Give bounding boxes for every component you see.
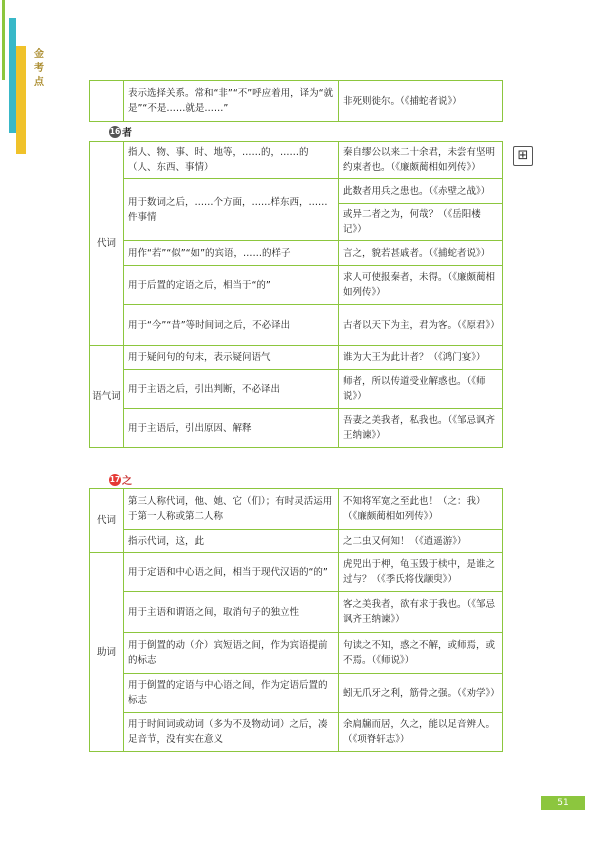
example-cell: 余扃牖而居，久之，能以足音辨人。（《项脊轩志》）	[339, 713, 503, 752]
example-cell: 吾妻之美我者，私我也。（《邹忌讽齐王纳谏》）	[339, 409, 503, 448]
side-title-char: 金	[34, 49, 44, 60]
example-cell: 此数者用兵之患也。（《赤壁之战》）	[339, 179, 503, 204]
example-cell: 不知将军宽之至此也！（之：我）（《廉颇蔺相如列传》）	[339, 489, 503, 530]
section-char: 之	[122, 476, 132, 487]
usage-cell: 用于定语和中心语之间，相当于现代汉语的“的”	[124, 553, 339, 592]
usage-cell: 指人、物、事、时、地等，……的，……的（人、东西、事情）	[124, 142, 339, 179]
usage-cell: 用于后置的定语之后，相当于“的”	[124, 266, 339, 305]
usage-cell: 用于主语后，引出原因、解释	[124, 409, 339, 448]
usage-cell: 第三人称代词，他、她、它（们）；有时灵活运用于第一人称或第二人称	[124, 489, 339, 530]
example-cell: 非死则徙尔。（《捕蛇者说》）	[339, 81, 503, 122]
side-title	[34, 48, 44, 90]
example-cell: 言之，貌若甚戚者。（《捕蛇者说》）	[339, 241, 503, 266]
example-cell: 秦自缪公以来二十余君，未尝有坚明约束者也。（《廉颇蔺相如列传》）	[339, 142, 503, 179]
side-title-char: 考	[34, 63, 44, 74]
usage-cell: 用于倒置的动（介）宾短语之间，作为宾语提前的标志	[124, 633, 339, 674]
section-number-badge: 17	[109, 474, 121, 484]
table-row	[90, 179, 503, 204]
table-row	[90, 592, 503, 633]
section-heading-17	[109, 472, 132, 487]
example-cell: 谁为大王为此计者？（《鸿门宴》）	[339, 346, 503, 370]
table-row	[90, 409, 503, 448]
example-cell: 求人可使报秦者，未得。（《廉颇蔺相如列传》）	[339, 266, 503, 305]
table-zhe	[89, 141, 503, 448]
example-cell: 蚓无爪牙之利，筋骨之强。（《劝学》）	[339, 674, 503, 713]
usage-cell: 用于“今”“昔”等时间词之后，不必译出	[124, 305, 339, 346]
table-row	[90, 142, 503, 179]
table-top-continuation	[89, 80, 503, 122]
table-row	[90, 266, 503, 305]
usage-cell: 用于时间词或动词（多为不及物动词）之后，凑足音节，没有实在意义	[124, 713, 339, 752]
example-cell: 之二虫又何知！（《逍遥游》）	[339, 530, 503, 553]
example-cell: 虎兕出于柙，龟玉毁于椟中，是谁之过与？（《季氏将伐颛臾》）	[339, 553, 503, 592]
example-cell: 客之美我者，欲有求于我也。（《邹忌讽齐王纳谏》）	[339, 592, 503, 633]
usage-cell: 用于主语之后，引出判断，不必译出	[124, 370, 339, 409]
example-cell: 古者以天下为主，君为客。（《原君》）	[339, 305, 503, 346]
table-zhi	[89, 488, 503, 752]
usage-cell: 用于主语和谓语之间，取消句子的独立性	[124, 592, 339, 633]
table-row	[90, 713, 503, 752]
table-row	[90, 553, 503, 592]
scan-icon[interactable]: ⊞	[513, 146, 533, 166]
category-auxiliary: 助词	[90, 553, 124, 752]
usage-cell: 用作“若”“似”“如”的宾语，……的样子	[124, 241, 339, 266]
table-row	[90, 633, 503, 674]
example-cell: 句读之不知，惑之不解，或师焉，或不焉。（《师说》）	[339, 633, 503, 674]
usage-cell: 用于疑问句的句末，表示疑问语气	[124, 346, 339, 370]
section-char: 者	[122, 128, 132, 139]
usage-cell: 用于数词之后，……个方面，……样东西，……件事情	[124, 179, 339, 241]
section-number-badge: 16	[109, 126, 121, 136]
usage-cell: 用于倒置的定语与中心语之间，作为定语后置的标志	[124, 674, 339, 713]
page-number: 51	[541, 796, 585, 810]
usage-cell: 指示代词，这，此	[124, 530, 339, 553]
decorative-teal-bar	[9, 18, 16, 133]
page-edge-line	[2, 0, 5, 80]
usage-cell: 表示选择关系。常和“非”“不”呼应着用，译为“就是”“不是……就是……”	[124, 81, 339, 122]
category-cell-empty	[90, 81, 124, 122]
table-row	[90, 305, 503, 346]
table-row	[90, 489, 503, 530]
category-particle: 语气词	[90, 346, 124, 448]
table-row	[90, 530, 503, 553]
side-title-char: 点	[34, 77, 44, 88]
table-row	[90, 241, 503, 266]
table-row	[90, 346, 503, 370]
table-row	[90, 370, 503, 409]
example-cell: 师者，所以传道受业解惑也。（《师说》）	[339, 370, 503, 409]
table-row	[90, 674, 503, 713]
decorative-yellow-bar	[16, 46, 26, 154]
category-pronoun: 代词	[90, 489, 124, 553]
example-cell: 或异二者之为，何哉？（《岳阳楼记》）	[339, 204, 503, 241]
category-pronoun: 代词	[90, 142, 124, 346]
section-heading-16	[109, 124, 132, 139]
table-row	[90, 81, 503, 122]
